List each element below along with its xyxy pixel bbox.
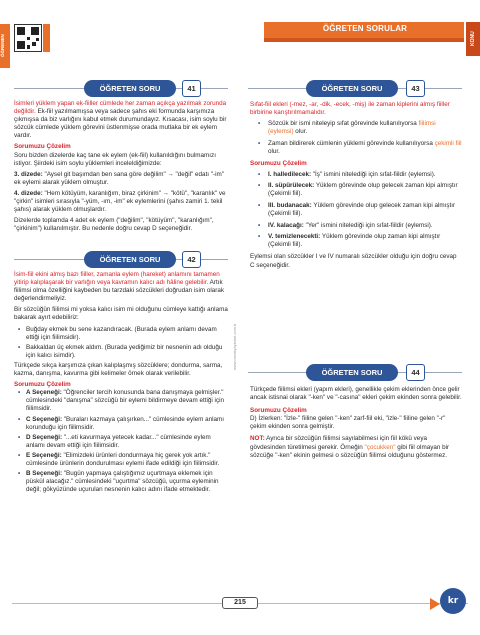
q41-intro-rest: Ek-fiil yazılmamışsa veya sadece şahıs eki formunda karşımıza çıkmışsa da biz varlığını kabul etmek durumundayız. Kısacası, isim soylu bir sözcük cümlede yüklem görevini üstlenmişse orada mutlaka bir ek eylem vardır.	[14, 108, 227, 140]
q43-conclusion: Eylemsi olan sözcükler I ve IV numaralı sözcükler olduğu için doğru cevap C seçeneğidir.	[250, 253, 457, 269]
q42-optD-label: D Seçeneği:	[26, 433, 63, 441]
side-tab-label: ÖĞRENEN	[0, 34, 5, 58]
q43-bullet1-hl: fiilimsi (eylemsi)	[268, 120, 436, 136]
page-number: 215	[222, 597, 258, 609]
qr-badge	[43, 24, 50, 52]
q42-body	[14, 271, 228, 496]
q42-optE: "Elimizdeki ürünleri dondurmaya hiç gerek yok artık." cümlesinde ürünlerin dondurulması eylemi ifade edildiği için fiilimsidir.	[26, 451, 220, 467]
q42-optD: "...eti kavurmaya yetecek kadar..." cümlesinde eylem anlamı devam ettiği için fiilimsidir.	[26, 433, 211, 449]
q43-label: ÖĞRETEN SORU	[306, 80, 398, 97]
q42-optC-label: C Seçeneği:	[26, 415, 63, 423]
q42-para3: Türkçede sıkça karşımıza çıkan kalıplaşmış sözcüklere; dondurma, sarma, kazma, danışma, kavurma gibi kelimeler örnek olarak verilebilir.	[14, 361, 223, 378]
q43-v-text: Yüklem görevinde olup zaman kipi almıştır (Çekimli fiil).	[268, 233, 441, 249]
q42-label: ÖĞRETEN SORU	[84, 251, 176, 268]
q42-intro-red: İsim-fiil ekini almış bazı fiiller, zamanla eylem (hareket) anlamını tamamen yitirip kalıplaşarak bir varlığın veya kavramın kalıcı adı hâline gelebilir.	[14, 271, 220, 287]
q42-options	[14, 389, 228, 494]
q44-intro: Türkçede fiilimsi ekleri (yapım ekleri), genellikle çekim eklerinden önce gelir ancak istisnai olarak "-ken" ve "-casına" ekleri çekim ekinden sonra gelebilir.	[250, 386, 462, 402]
q42-solution-title: Sorumuzu Çözelim	[14, 381, 71, 389]
header-bar-underline	[264, 38, 464, 42]
q43-bullet2-a: Zaman bildirerek cümlenin yüklemi görevinde kullanılıyorsa	[268, 139, 435, 147]
q44-note-text2: gibi fiil olmayan bir sözcüğe "-ken" ekinin gelmesi o sözcüğün fiilimsi olduğunu göstermez.	[250, 443, 450, 459]
qr-code[interactable]	[14, 24, 42, 52]
q43-bullet2-hl: çekimli fiil	[434, 139, 462, 147]
q42-para2: Bir sözcüğün fiilimsi mi yoksa kalıcı isim mi olduğunu cümleye kattığı anlama bakarak ayırt edebiliriz:	[14, 306, 228, 322]
q42-header	[14, 251, 228, 269]
q42-optB-label: B Seçeneği:	[26, 470, 63, 478]
q41-item4-text: "Hem kötüyüm, karanlığım, biraz çirkinim" → "kötü", "karanlık" ve "çirkin" isimleri sırasıyla "-yüm, -ım, -im" ek eylemlerini (şahıs zamiri 1. tekil şahıs) alarak yüklem olmuşlardır.	[14, 189, 226, 214]
q43-bullet1-b: olur.	[293, 128, 308, 136]
q42-optA-label: A Seçeneği:	[26, 389, 62, 397]
q42-optC: "Buraları kazmaya çalışırken..." cümlesinde eylem anlamı korunduğu için fiilimsidir.	[26, 415, 225, 431]
q42-optA: "Öğrenciler tercih konusunda bana danışmaya gelmişler." cümlesindeki "danışma" sözcüğü bir eylemi bildirmeye devam ettiği için fiilimsidir.	[26, 389, 225, 413]
q42-bullet1: • Buğday ekmek bu sene kazandıracak. (Burada eylem anlamı devam ettiği için fiilimsidir).	[26, 326, 228, 342]
q41-body	[14, 100, 228, 236]
q43-i-label: I. halledilecek:	[268, 170, 312, 178]
q44-body	[250, 386, 462, 463]
q44-solution-title: Sorumuzu Çözelim	[250, 407, 307, 415]
q44-d-text: D) İzlerken: "İzle-" fiiline gelen "-ken" zarf-fiil eki, "izle-" fiiline gelen "-r" çekim ekinden sonra gelmiştir.	[250, 415, 446, 431]
header-tab-right	[466, 22, 480, 56]
q43-bullet1-a: Sözcük bir ismi niteleyip sıfat görevinde kullanılıyorsa	[268, 120, 419, 128]
q43-number: 43	[406, 80, 425, 97]
vertical-credit: www.ornekyayinlari.com.tr	[232, 323, 237, 370]
q42-examples	[14, 326, 228, 360]
q43-solution-title: Sorumuzu Çözelim	[250, 159, 307, 167]
q44-header	[248, 364, 462, 382]
q42-optE-label: E Seçeneği:	[26, 451, 62, 459]
q41-solution-intro: Soru bizden dizelerde kaç tane ek eylem (ek-fiil) kullanıldığını bulmamızı istiyor. Şiirdeki isim soylu yüklemleri inceleldiğimizde:	[14, 151, 216, 167]
q43-iii-label: III. budanacak:	[268, 201, 312, 209]
q43-ii-text: Yüklem görevinde olup gelecek zaman kipi almıştır (Çekimli fiil).	[268, 182, 458, 198]
q41-solution-title: Sorumuzu Çözelim	[14, 143, 71, 151]
q42-intro-rest: Artık fiilimsi olma özelliğini kaybeden bu tarzdaki sözcükleri doğrudan isim olarak değerlendirmeliyiz.	[14, 279, 224, 303]
q44-label: ÖĞRETEN SORU	[306, 364, 398, 381]
q41-conclusion: Dizelerde toplamda 4 adet ek eylem ("değilim", "kötüyüm", "karanlığım", "çirkinim") kullanılmıştır. Bu nedenle doğru cevap D seçeneğidir.	[14, 217, 214, 233]
q43-iv-label: IV. kalacağı:	[268, 221, 304, 229]
q44-note-text: Ayrıca bir sözcüğün fiilimsi sayılabilmesi için fiil kökü veya gövdesinden türetilmesi gerekir. Örneğin	[250, 435, 427, 451]
q43-rules	[250, 120, 462, 156]
q43-bullet2-b: olur.	[268, 147, 280, 155]
q43-iii-text: Yüklem görevinde olup gelecek zaman kipi almıştır (Çekimli fiil).	[268, 201, 456, 218]
header-title: ÖĞRETEN SORULAR	[322, 24, 408, 33]
q43-iv-text: "Yer" ismini nitelediği için sıfat-fiildir (eylemsi).	[303, 221, 433, 229]
q43-header	[248, 80, 462, 98]
q43-intro-red: Sıfat-fiil ekleri (-mez, -ar, -dik, -ecek, -miş) ile zaman kiplerini almış fiiller birbirine karıştırılmamalıdır.	[250, 101, 450, 117]
logo-arrow-icon	[430, 598, 440, 610]
q44-note-hl: "çocukken"	[364, 443, 396, 451]
q44-number: 44	[406, 364, 425, 381]
q41-label: ÖĞRETEN SORU	[84, 80, 176, 97]
q43-v-label: V. temizlenecekti:	[268, 233, 321, 241]
q43-items	[250, 171, 462, 250]
q44-note-label: NOT:	[250, 435, 265, 443]
side-tab-left	[0, 24, 10, 68]
q41-item4-label: 4. dizede:	[14, 189, 43, 197]
header-tab-label: KONU	[470, 31, 476, 47]
q41-item3-text: "Aysel git başımdan ben sana göre değilim" → "değil" edatı "-im" ek eylemi alarak yüklem olmuştur.	[14, 170, 225, 186]
q41-number: 41	[182, 80, 201, 97]
q42-bullet2: • Bakkaldan üç ekmek aldım. (Burada yediğimiz bir nesnenin adı olduğu için kalıcı isimdir).	[26, 344, 228, 360]
q42-optB: "Bugün yapmaya çalıştığımız uçurtmaya eklemek için püskül alacağız." cümlesindeki "uçurtma" sözcüğü, uçurma eyleminin değil; gökyüzünde uçurulan nesnenin kalıcı adını ifade etmektedir.	[26, 470, 219, 494]
q43-ii-label: II. süpürülecek:	[268, 182, 315, 190]
q41-item3-label: 3. dizede:	[14, 170, 43, 178]
q42-number: 42	[182, 251, 201, 268]
q43-i-text: "İş" ismini nitelediği için sıfat-fiildir (eylemsi).	[311, 170, 436, 178]
q41-header	[14, 80, 228, 98]
publisher-logo: kr	[440, 588, 466, 614]
q41-intro-red: İsimleri yüklem yapan ek-fiiller cümlede her zaman açıkça yazılmak zorunda değildir.	[14, 100, 227, 116]
q43-body	[250, 101, 462, 273]
